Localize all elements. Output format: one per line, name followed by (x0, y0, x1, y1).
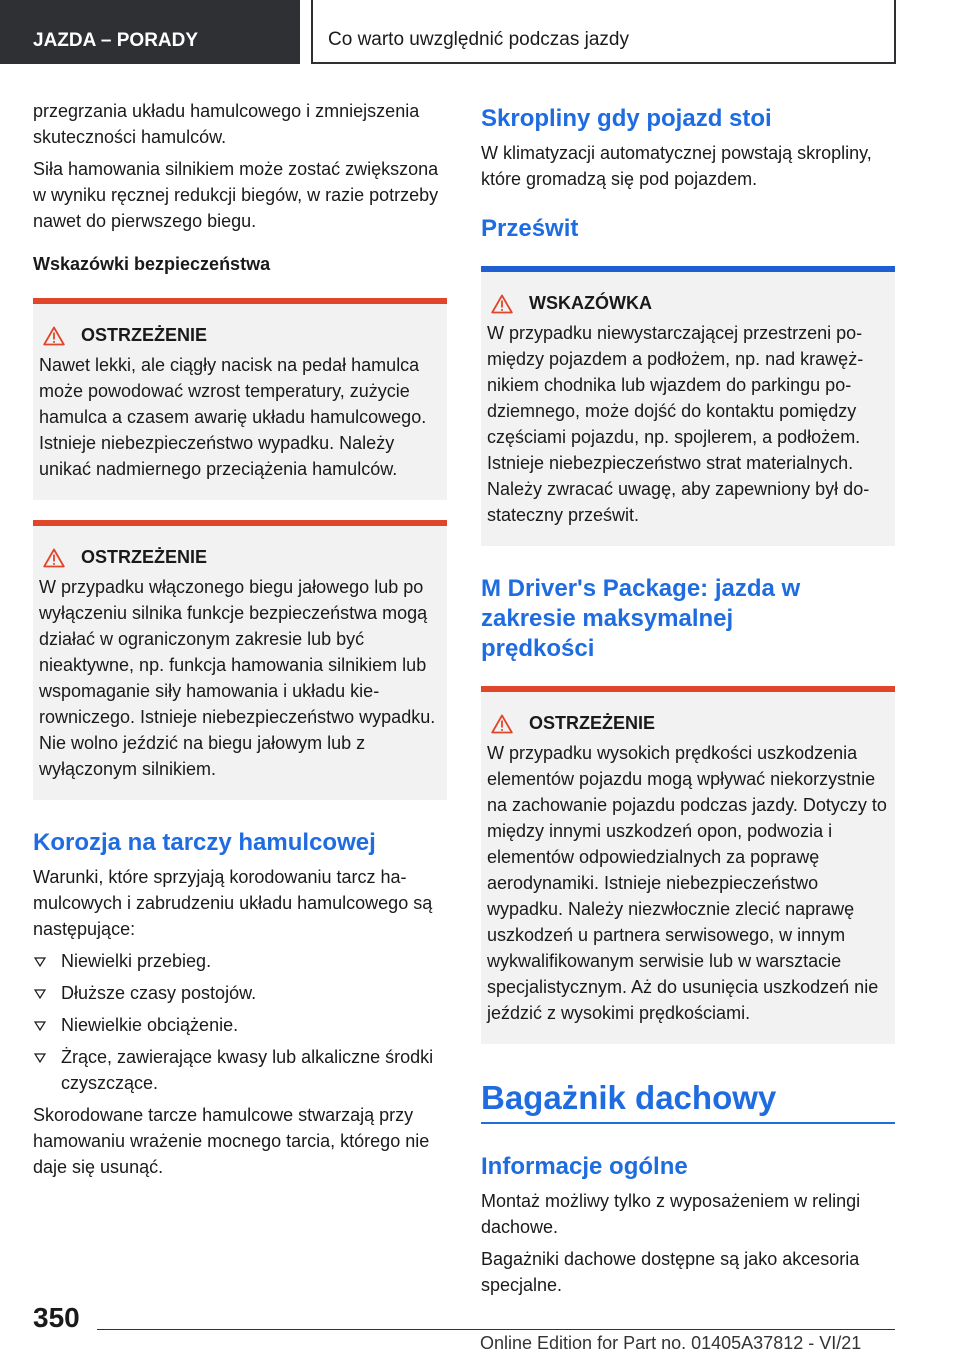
warning-triangle-icon (491, 294, 513, 314)
conditions-list (33, 948, 447, 1096)
triangle-bullet-icon (34, 989, 46, 999)
warning-text: Nawet lekki, ale ciągły nacisk na pedał hamulca może powodować wzrost temperatury, zużycie hamulca a czasem awarię układu hamulcowego. Istnieje niebezpieczeństwo wypadku. Należy unikać nadmiernego przeciążenia hamulców. (39, 355, 427, 479)
list-item: Żrące, zawierające kwasy lub alkaliczne środki czyszczące. (33, 1044, 447, 1096)
warning-title: OSTRZEŻENIE (81, 547, 208, 567)
warning-title: OSTRZEŻENIE (81, 325, 208, 345)
list-item: Dłuższe czasy postojów. (33, 980, 447, 1006)
general-paragraph-1: Montaż możliwy tylko z wyposażeniem w relingi dachowe. (481, 1191, 861, 1237)
left-column (33, 98, 447, 1186)
triangle-bullet-icon (34, 957, 46, 967)
notice-text: W przypadku niewystarczającej przestrzeni pomiędzy pojazdem a podłożem, np. nad krawężnikiem chodnika lub wjazdem do parkingu podziemnego, może dojść do kontaktu pomiędzy częściami pojazdu, np. spojlerem, a podłożem. Istnieje niebezpieczeństwo strat materialnych. Należy zwracać uwagę, aby zapewniony był dostateczny prześwit. (487, 323, 870, 525)
list-item: Niewielki przebieg. (33, 948, 447, 974)
notice-title: WSKAZÓWKA (529, 293, 652, 313)
triangle-bullet-icon (34, 1053, 46, 1063)
mdriver-heading: M Driver's Package: jazda w zakresie maksymalnej prędkości (481, 575, 801, 662)
warning-text: W przypadku włączonego biegu jałowego lub po wyłączeniu silnika funkcje bezpieczeństwa mogą działać w ograniczonym zakresie lub być nieaktywne, np. funkcja hamowania silnikiem lub wspomaganie siły hamowania i układu kierowniczego. Istnieje niebezpieczeństwo wypadku. Nie wolno jeździć na biegu jałowym lub z wyłączonym silnikiem. (39, 577, 436, 779)
warning-triangle-icon (43, 548, 65, 568)
triangle-bullet-icon (34, 1021, 46, 1031)
condensate-heading: Skropliny gdy pojazd stoi (481, 105, 772, 132)
chapter-title: Co warto uwzględnić podczas jazdy (311, 0, 896, 64)
edition-note: Online Edition for Part no. 01405A37812 - VI/21 (480, 1333, 862, 1353)
warning-box-2 (33, 520, 447, 800)
warning-box-3 (481, 686, 895, 1044)
list-item: Niewielkie obciążenie. (33, 1012, 447, 1038)
corrosion-intro: Warunki, które sprzyjają korodowaniu tarcz hamulcowych i zabrudzeniu układu hamulcowego są następujące: (33, 867, 433, 939)
warning-triangle-icon (491, 714, 513, 734)
corrosion-heading: Korozja na tarczy hamulcowej (33, 829, 376, 856)
safety-heading: Wskazówki bezpieczeństwa (33, 254, 271, 274)
right-column (481, 104, 895, 1304)
section-tab: JAZDA – PORADY (0, 0, 300, 64)
clearance-heading: Prześwit (481, 215, 579, 242)
condensate-text: W klimatyzacji automatycznej powstają skropliny, które gromadzą się pod pojazdem. (481, 143, 872, 189)
warning-title: OSTRZEŻENIE (529, 713, 656, 733)
general-paragraph-2: Bagażniki dachowe dostępne są jako akcesoria specjalne. (481, 1249, 860, 1295)
warning-box-1 (33, 298, 447, 500)
warning-text: W przypadku wysokich prędkości uszkodzenia elementów pojazdu mogą wpływać niekorzystnie na zachowanie pojazdu podczas jazdy. Dotyczy to między innymi uszkodzeń opon, podwozia i elementów odpowiedzialnych za poprawę aerodynamiki. Istnieje niebezpieczeństwo wypadku. Należy niezwłocznie zlecić naprawę uszkodzeń u partnera serwisowego, w innym wykwalifikowanym serwisie lub w warsztacie specjalistycznym. Aż do usunięcia uszkodzeń nie jeździć z wysokimi prędkościami. (487, 743, 887, 1023)
corrosion-outro: Skorodowane tarcze hamulcowe stwarzają przy hamowaniu wrażenie mocnego tarcia, którego nie daje się usunąć. (33, 1105, 430, 1177)
roofrack-heading: Bagażnik dachowy (481, 1078, 895, 1124)
warning-triangle-icon (43, 326, 65, 346)
page-number: 350 (33, 1302, 80, 1333)
notice-box (481, 266, 895, 546)
intro-paragraph-1: przegrzania układu hamulcowego i zmniejszenia skuteczności hamulców. (33, 101, 420, 147)
intro-paragraph-2: Siła hamowania silnikiem może zostać zwiększona w wyniku ręcznej redukcji biegów, w razie potrzeby nawet do pierwszego biegu. (33, 159, 439, 231)
general-heading: Informacje ogólne (481, 1153, 688, 1180)
footer-divider (97, 1329, 895, 1330)
